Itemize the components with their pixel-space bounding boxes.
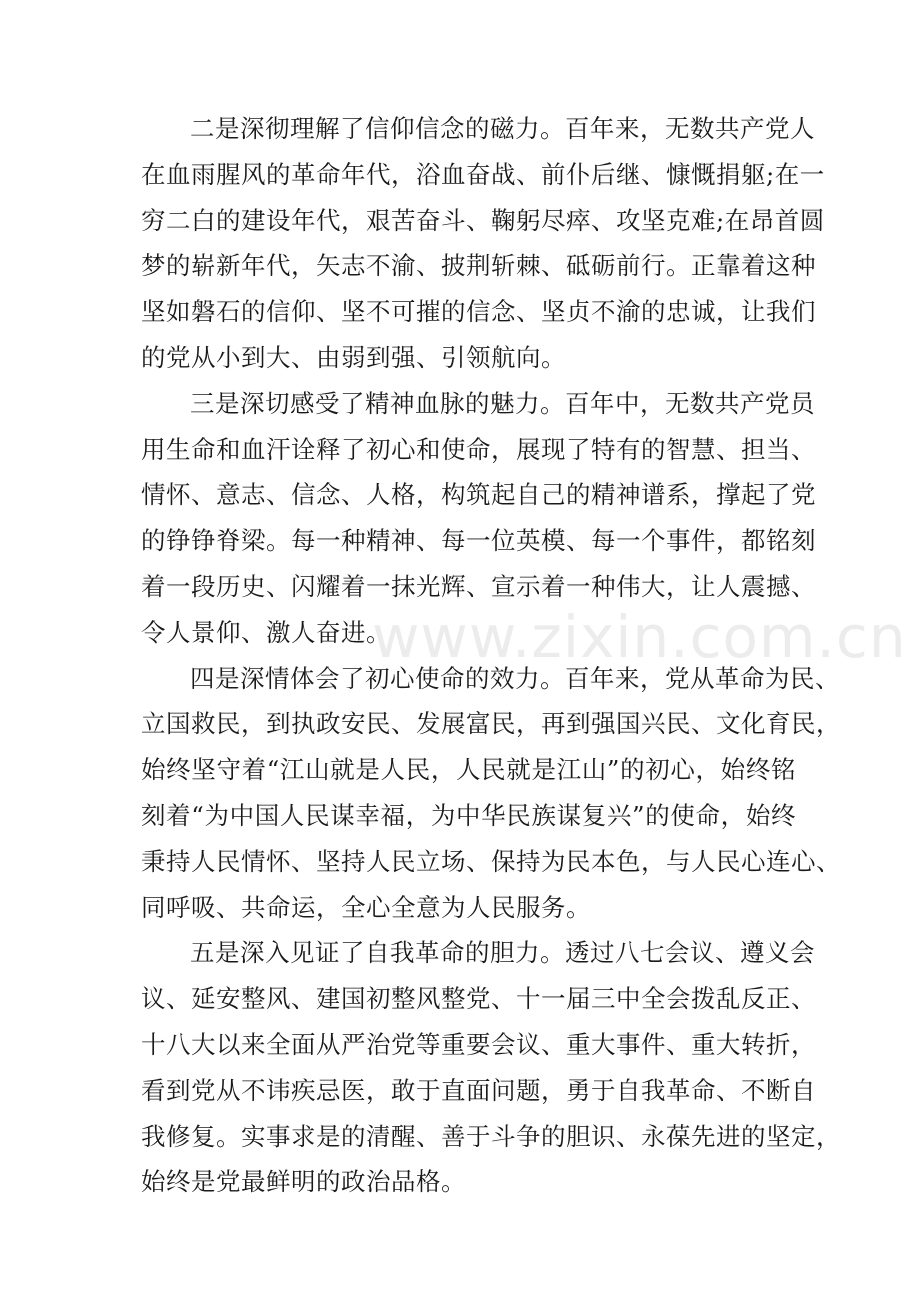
watermark: www.zixin.com.cn [372, 603, 907, 671]
paragraph-line: 始终是党最鲜明的政治品格。 [141, 1167, 466, 1197]
paragraph-line: 的铮铮脊梁。每一种精神、每一位英模、每一个事件，都铭刻 [141, 526, 816, 556]
paragraph-line: 看到党从不讳疾忌医，敢于直面问题，勇于自我革命、不断自 [141, 1075, 816, 1105]
paragraph-line: 我修复。实事求是的清醒、善于斗争的胆识、永葆先进的坚定， [141, 1121, 841, 1151]
document-body [141, 106, 841, 1205]
paragraph-line: 用生命和血汗诠释了初心和使命，展现了特有的智慧、担当、 [141, 434, 816, 464]
paragraph-line: 五是深入见证了自我革命的胆力。透过八七会议、遵义会 [190, 938, 815, 968]
paragraph-line: 令人景仰、激人奋进。 [141, 617, 391, 647]
paragraph-4 [141, 656, 841, 931]
paragraph-line: 坚如磐石的信仰、坚不可摧的信念、坚贞不渝的忠诚，让我们 [141, 297, 816, 327]
paragraph-5 [141, 930, 841, 1205]
paragraph-line: 同呼吸、共命运，全心全意为人民服务。 [141, 892, 591, 922]
paragraph-line: 梦的崭新年代，矢志不渝、披荆斩棘、砥砺前行。正靠着这种 [141, 251, 816, 281]
paragraph-line: 四是深情体会了初心使命的效力。百年来，党从革命为民、 [190, 663, 840, 693]
paragraph-2 [141, 106, 825, 381]
paragraph-3 [141, 381, 816, 656]
paragraph-line: 二是深彻理解了信仰信念的磁力。百年来，无数共产党人 [190, 114, 815, 143]
paragraph-line: 始终坚守着“江山就是人民，人民就是江山”的初心，始终铭 [141, 755, 796, 785]
paragraph-line: 立国救民，到执政安民、发展富民，再到强国兴民、文化育民， [141, 709, 841, 739]
paragraph-line: 的党从小到大、由弱到强、引领航向。 [141, 342, 566, 372]
paragraph-line: 在血雨腥风的革命年代，浴血奋战、前仆后继、慷慨捐躯;在一 [141, 159, 825, 189]
paragraph-line: 三是深切感受了精神血脉的魅力。百年中，无数共产党员 [190, 388, 815, 418]
paragraph-line: 穷二白的建设年代，艰苦奋斗、鞠躬尽瘁、攻坚克难;在昂首圆 [141, 205, 825, 235]
paragraph-line: 议、延安整风、建国初整风整党、十一届三中全会拨乱反正、 [141, 984, 816, 1014]
paragraph-line: 刻着“为中国人民谋幸福，为中华民族谋复兴”的使命，始终 [141, 800, 796, 830]
paragraph-line: 着一段历史、闪耀着一抹光辉、宣示着一种伟大，让人震撼、 [141, 571, 816, 601]
paragraph-line: 十八大以来全面从严治党等重要会议、重大事件、重大转折， [141, 1029, 816, 1059]
paragraph-line: 秉持人民情怀、坚持人民立场、保持为民本色，与人民心连心、 [141, 846, 841, 876]
paragraph-line: 情怀、意志、信念、人格，构筑起自己的精神谱系，撑起了党 [141, 480, 816, 510]
